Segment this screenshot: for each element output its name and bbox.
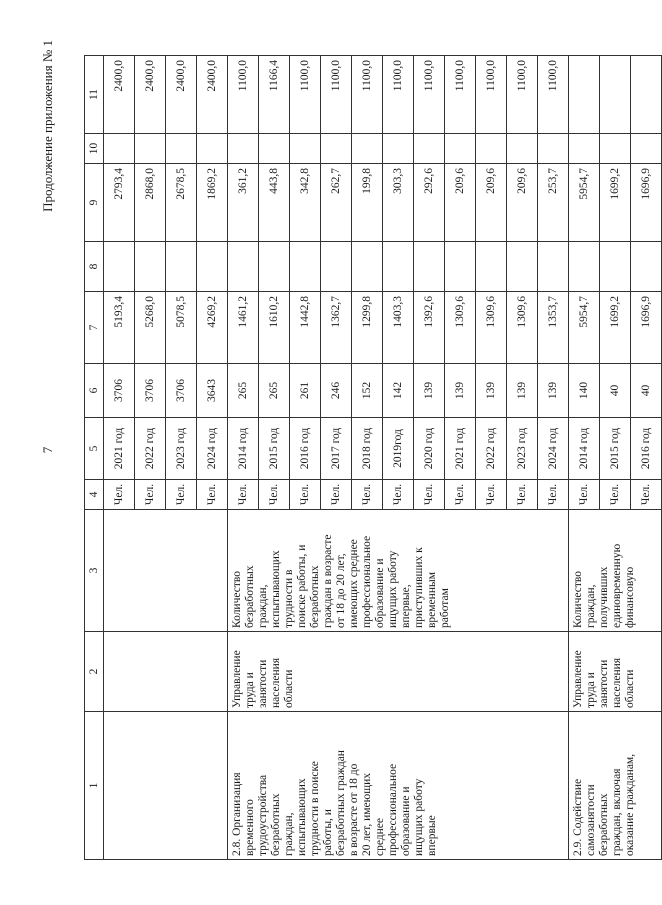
indicator-value-cell: 3706 (166, 364, 197, 418)
indicator-value-cell: 3706 (104, 364, 135, 418)
federal-funding-cell (445, 242, 476, 292)
indicator-value-cell: 3643 (197, 364, 228, 418)
local-funding-cell (383, 134, 414, 164)
indicator-value-cell: 139 (538, 364, 569, 418)
column-header-1: 1 (85, 712, 104, 860)
year-cell: 2024 год (538, 418, 569, 480)
unit-cell: Чел. (259, 480, 290, 510)
unit-cell: Чел. (445, 480, 476, 510)
federal-funding-cell (166, 242, 197, 292)
local-funding-cell (476, 134, 507, 164)
federal-funding-cell (197, 242, 228, 292)
unit-cell: Чел. (228, 480, 259, 510)
local-funding-cell (166, 134, 197, 164)
regional-funding-cell: 2868,0 (135, 164, 166, 242)
federal-funding-cell (290, 242, 321, 292)
table-row (104, 56, 135, 860)
other-funding-cell: 1100,0 (321, 56, 352, 134)
regional-funding-cell: 2678,5 (166, 164, 197, 242)
local-funding-cell (352, 134, 383, 164)
unit-cell: Чел. (507, 480, 538, 510)
regional-funding-cell: 209,6 (507, 164, 538, 242)
unit-cell: Чел. (352, 480, 383, 510)
unit-cell: Чел. (538, 480, 569, 510)
year-cell: 2023 год (166, 418, 197, 480)
activity-name-cell: 2.9. Содействие самозанятости безработных граждан, включая оказание гражданам, (569, 712, 662, 860)
total-funding-cell: 1309,6 (445, 292, 476, 364)
other-funding-cell: 1100,0 (414, 56, 445, 134)
year-cell: 2020 год (414, 418, 445, 480)
total-funding-cell: 1353,7 (538, 292, 569, 364)
total-funding-cell: 1309,6 (507, 292, 538, 364)
other-funding-cell: 2400,0 (104, 56, 135, 134)
indicator-value-cell: 140 (569, 364, 600, 418)
federal-funding-cell (476, 242, 507, 292)
regional-funding-cell: 262,7 (321, 164, 352, 242)
year-cell: 2015 год (259, 418, 290, 480)
indicator-value-cell: 142 (383, 364, 414, 418)
other-funding-cell: 1100,0 (383, 56, 414, 134)
unit-cell: Чел. (414, 480, 445, 510)
column-header-7: 7 (85, 292, 104, 364)
column-header-10: 10 (85, 134, 104, 164)
local-funding-cell (538, 134, 569, 164)
regional-funding-cell: 199,8 (352, 164, 383, 242)
total-funding-cell: 4269,2 (197, 292, 228, 364)
regional-funding-cell: 253,7 (538, 164, 569, 242)
unit-cell: Чел. (290, 480, 321, 510)
column-header-4: 4 (85, 480, 104, 510)
regional-funding-cell: 2793,4 (104, 164, 135, 242)
total-funding-cell: 5193,4 (104, 292, 135, 364)
total-funding-cell: 1610,2 (259, 292, 290, 364)
other-funding-cell: 1100,0 (228, 56, 259, 134)
other-funding-cell: 1100,0 (290, 56, 321, 134)
local-funding-cell (228, 134, 259, 164)
indicator-name-cell: Количество граждан, получивших единовременную финансовую (569, 510, 662, 632)
federal-funding-cell (321, 242, 352, 292)
year-cell: 2023 год (507, 418, 538, 480)
total-funding-cell: 5268,0 (135, 292, 166, 364)
indicator-value-cell: 265 (228, 364, 259, 418)
year-cell: 2021 год (445, 418, 476, 480)
unit-cell: Чел. (569, 480, 600, 510)
local-funding-cell (507, 134, 538, 164)
year-cell: 2015 год (600, 418, 631, 480)
indicator-value-cell: 40 (600, 364, 631, 418)
other-funding-cell: 1100,0 (476, 56, 507, 134)
other-funding-cell: 1100,0 (352, 56, 383, 134)
federal-funding-cell (383, 242, 414, 292)
year-cell: 2022 год (135, 418, 166, 480)
regional-funding-cell: 209,6 (476, 164, 507, 242)
federal-funding-cell (538, 242, 569, 292)
column-header-9: 9 (85, 164, 104, 242)
other-funding-cell: 2400,0 (166, 56, 197, 134)
local-funding-cell (445, 134, 476, 164)
executor-cell: Управление труда и занятости населения области (569, 632, 662, 712)
year-cell: 2018 год (352, 418, 383, 480)
regional-funding-cell: 5954,7 (569, 164, 600, 242)
federal-funding-cell (104, 242, 135, 292)
indicator-value-cell: 139 (476, 364, 507, 418)
local-funding-cell (135, 134, 166, 164)
year-cell: 2019год (383, 418, 414, 480)
column-header-3: 3 (85, 510, 104, 632)
federal-funding-cell (352, 242, 383, 292)
total-funding-cell: 1699,2 (600, 292, 631, 364)
total-funding-cell: 5078,5 (166, 292, 197, 364)
executor-cell: Управление труда и занятости населения области (228, 632, 569, 712)
table-row (228, 56, 259, 860)
federal-funding-cell (631, 242, 662, 292)
total-funding-cell: 1309,6 (476, 292, 507, 364)
local-funding-cell (259, 134, 290, 164)
indicator-value-cell: 246 (321, 364, 352, 418)
indicator-value-cell: 261 (290, 364, 321, 418)
year-cell: 2016 год (631, 418, 662, 480)
indicator-value-cell: 139 (445, 364, 476, 418)
regional-funding-cell: 209,6 (445, 164, 476, 242)
local-funding-cell (569, 134, 600, 164)
year-cell: 2017 год (321, 418, 352, 480)
activity-name-cell: 2.8. Организация временного трудоустройства безработных граждан, испытывающих трудности в поиске работы, и безработных граждан в возрасте от 18 до 20 лет, имеющих среднее профессиональное образование и ищущих работу впервые (228, 712, 569, 860)
indicator-name-cell: Количество безработных граждан, испытывающих трудности в поиске работы, и безработных граждан в возрасте от 18 до 20 лет, имеющих среднее профессиональное образование и ищущих работу впервые, приступивших к временным работам (228, 510, 569, 632)
total-funding-cell: 1403,3 (383, 292, 414, 364)
rotated-content (40, 40, 652, 860)
total-funding-cell: 1696,9 (631, 292, 662, 364)
unit-cell: Чел. (476, 480, 507, 510)
federal-funding-cell (135, 242, 166, 292)
indicator-value-cell: 265 (259, 364, 290, 418)
unit-cell: Чел. (135, 480, 166, 510)
column-header-6: 6 (85, 364, 104, 418)
federal-funding-cell (507, 242, 538, 292)
year-cell: 2014 год (569, 418, 600, 480)
other-funding-cell: 1100,0 (507, 56, 538, 134)
total-funding-cell: 1299,8 (352, 292, 383, 364)
indicator-value-cell: 139 (414, 364, 445, 418)
regional-funding-cell: 1869,2 (197, 164, 228, 242)
local-funding-cell (290, 134, 321, 164)
other-funding-cell: 2400,0 (197, 56, 228, 134)
total-funding-cell: 1362,7 (321, 292, 352, 364)
activity-name-cell (104, 712, 228, 860)
regional-funding-cell: 1696,9 (631, 164, 662, 242)
header-row (85, 56, 104, 860)
program-table (84, 55, 662, 860)
total-funding-cell: 1461,2 (228, 292, 259, 364)
regional-funding-cell: 443,8 (259, 164, 290, 242)
column-header-5: 5 (85, 418, 104, 480)
indicator-name-cell (104, 510, 228, 632)
indicator-value-cell: 139 (507, 364, 538, 418)
local-funding-cell (197, 134, 228, 164)
column-header-2: 2 (85, 632, 104, 712)
other-funding-cell (569, 56, 600, 134)
table-row (569, 56, 600, 860)
year-cell: 2022 год (476, 418, 507, 480)
column-header-11: 11 (85, 56, 104, 134)
federal-funding-cell (414, 242, 445, 292)
total-funding-cell: 1392,6 (414, 292, 445, 364)
regional-funding-cell: 1699,2 (600, 164, 631, 242)
regional-funding-cell: 342,8 (290, 164, 321, 242)
local-funding-cell (600, 134, 631, 164)
indicator-value-cell: 3706 (135, 364, 166, 418)
regional-funding-cell: 292,6 (414, 164, 445, 242)
year-cell: 2014 год (228, 418, 259, 480)
federal-funding-cell (600, 242, 631, 292)
year-cell: 2016 год (290, 418, 321, 480)
unit-cell: Чел. (197, 480, 228, 510)
other-funding-cell: 1166,4 (259, 56, 290, 134)
unit-cell: Чел. (600, 480, 631, 510)
page-number: 7 (40, 446, 55, 454)
federal-funding-cell (228, 242, 259, 292)
unit-cell: Чел. (321, 480, 352, 510)
unit-cell: Чел. (166, 480, 197, 510)
continuation-label: Продолжение приложения № 1 (40, 40, 55, 212)
other-funding-cell (600, 56, 631, 134)
year-cell: 2024 год (197, 418, 228, 480)
total-funding-cell: 1442,8 (290, 292, 321, 364)
local-funding-cell (631, 134, 662, 164)
local-funding-cell (104, 134, 135, 164)
total-funding-cell: 5954,7 (569, 292, 600, 364)
year-cell: 2021 год (104, 418, 135, 480)
regional-funding-cell: 303,3 (383, 164, 414, 242)
local-funding-cell (321, 134, 352, 164)
federal-funding-cell (569, 242, 600, 292)
other-funding-cell (631, 56, 662, 134)
other-funding-cell: 1100,0 (445, 56, 476, 134)
regional-funding-cell: 361,2 (228, 164, 259, 242)
federal-funding-cell (259, 242, 290, 292)
local-funding-cell (414, 134, 445, 164)
unit-cell: Чел. (383, 480, 414, 510)
indicator-value-cell: 40 (631, 364, 662, 418)
other-funding-cell: 2400,0 (135, 56, 166, 134)
unit-cell: Чел. (631, 480, 662, 510)
other-funding-cell: 1100,0 (538, 56, 569, 134)
unit-cell: Чел. (104, 480, 135, 510)
column-header-8: 8 (85, 242, 104, 292)
indicator-value-cell: 152 (352, 364, 383, 418)
executor-cell (104, 632, 228, 712)
